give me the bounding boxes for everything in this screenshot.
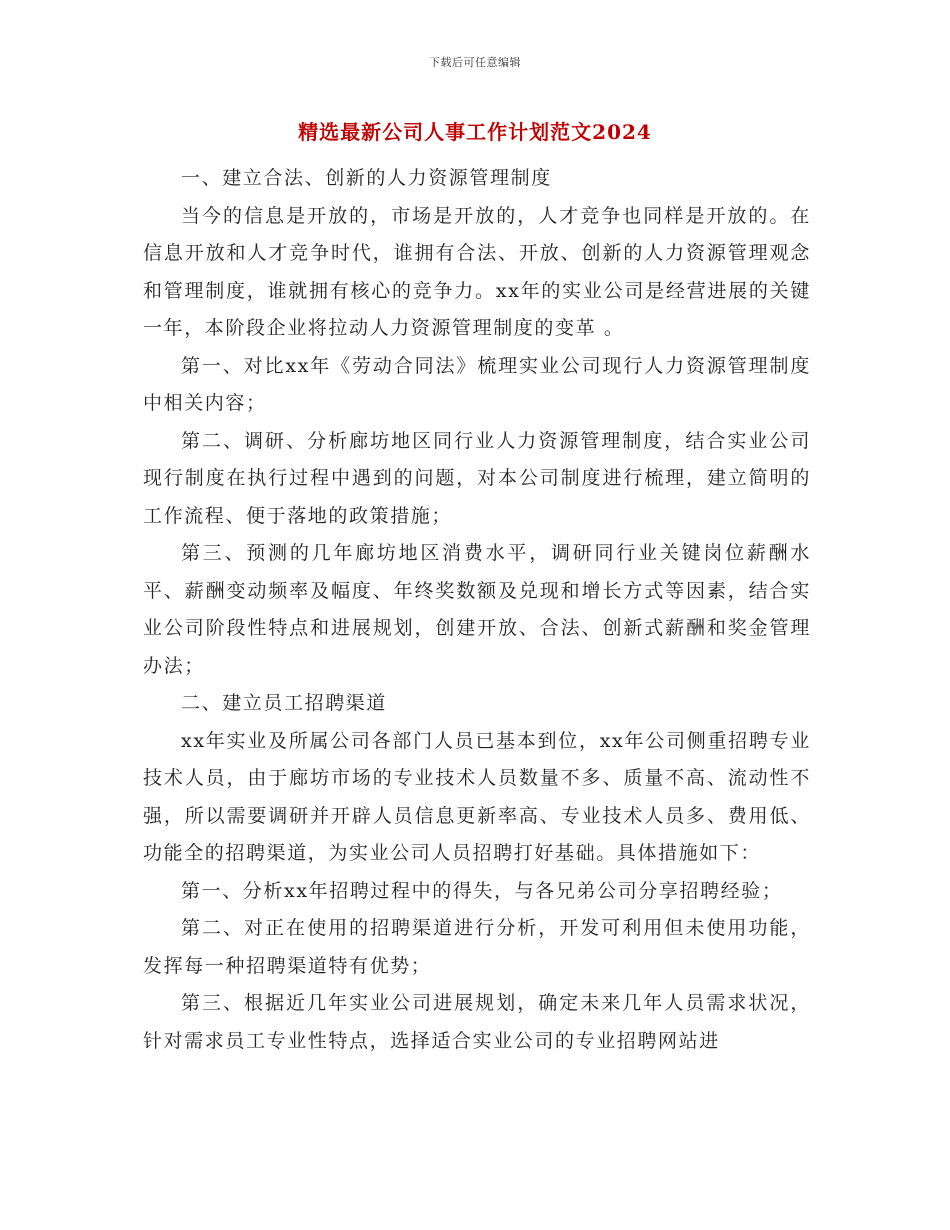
section-heading-2: 二、建立员工招聘渠道 <box>181 692 388 714</box>
paragraph: 第一、分析xx年招聘过程中的得失，与各兄弟公司分享招聘经验； <box>181 879 783 902</box>
paragraph: 第一、对比xx年《劳动合同法》梳理实业公司现行人力资源管理制度中相关内容； <box>143 354 811 414</box>
document-title: 精选最新公司人事工作计划范文2024 <box>298 120 652 144</box>
header-note: 下载后可任意编辑 <box>429 56 521 69</box>
paragraph: 第二、调研、分析廊坊地区同行业人力资源管理制度，结合实业公司现行制度在执行过程中遇到的问题，对本公司制度进行梳理，建立简明的工作流程、便于落地的政策措施； <box>143 429 811 527</box>
section-heading-1: 一、建立合法、创新的人力资源管理制度 <box>181 167 552 189</box>
paragraph: 第二、对正在使用的招聘渠道进行分析，开发可利用但未使用功能，发挥每一种招聘渠道特有优势； <box>143 917 811 977</box>
paragraph: 当今的信息是开放的，市场是开放的，人才竞争也同样是开放的。在信息开放和人才竞争时代，谁拥有合法、开放、创新的人力资源管理观念和管理制度，谁就拥有核心的竞争力。xx年的实业公司是经营进展的关键一年，本阶段企业将拉动人力资源管理制度的变革 。 <box>143 204 811 339</box>
paragraph: xx年实业及所属公司各部门人员已基本到位，xx年公司侧重招聘专业技术人员，由于廊坊市场的专业技术人员数量不多、质量不高、流动性不强，所以需要调研并开辟人员信息更新率高、专业技术人员多、费用低、功能全的招聘渠道，为实业公司人员招聘打好基础。具体措施如下： <box>143 729 811 864</box>
paragraph: 第三、根据近几年实业公司进展规划，确定未来几年人员需求状况，针对需求员工专业性特点，选择适合实业公司的专业招聘网站进 <box>143 992 811 1052</box>
document-body <box>143 160 811 1060</box>
paragraph: 第三、预测的几年廊坊地区消费水平，调研同行业关键岗位薪酬水平、薪酬变动频率及幅度、年终奖数额及兑现和增长方式等因素，结合实业公司阶段性特点和进展规划，创建开放、合法、创新式薪酬和奖金管理办法； <box>143 542 811 677</box>
